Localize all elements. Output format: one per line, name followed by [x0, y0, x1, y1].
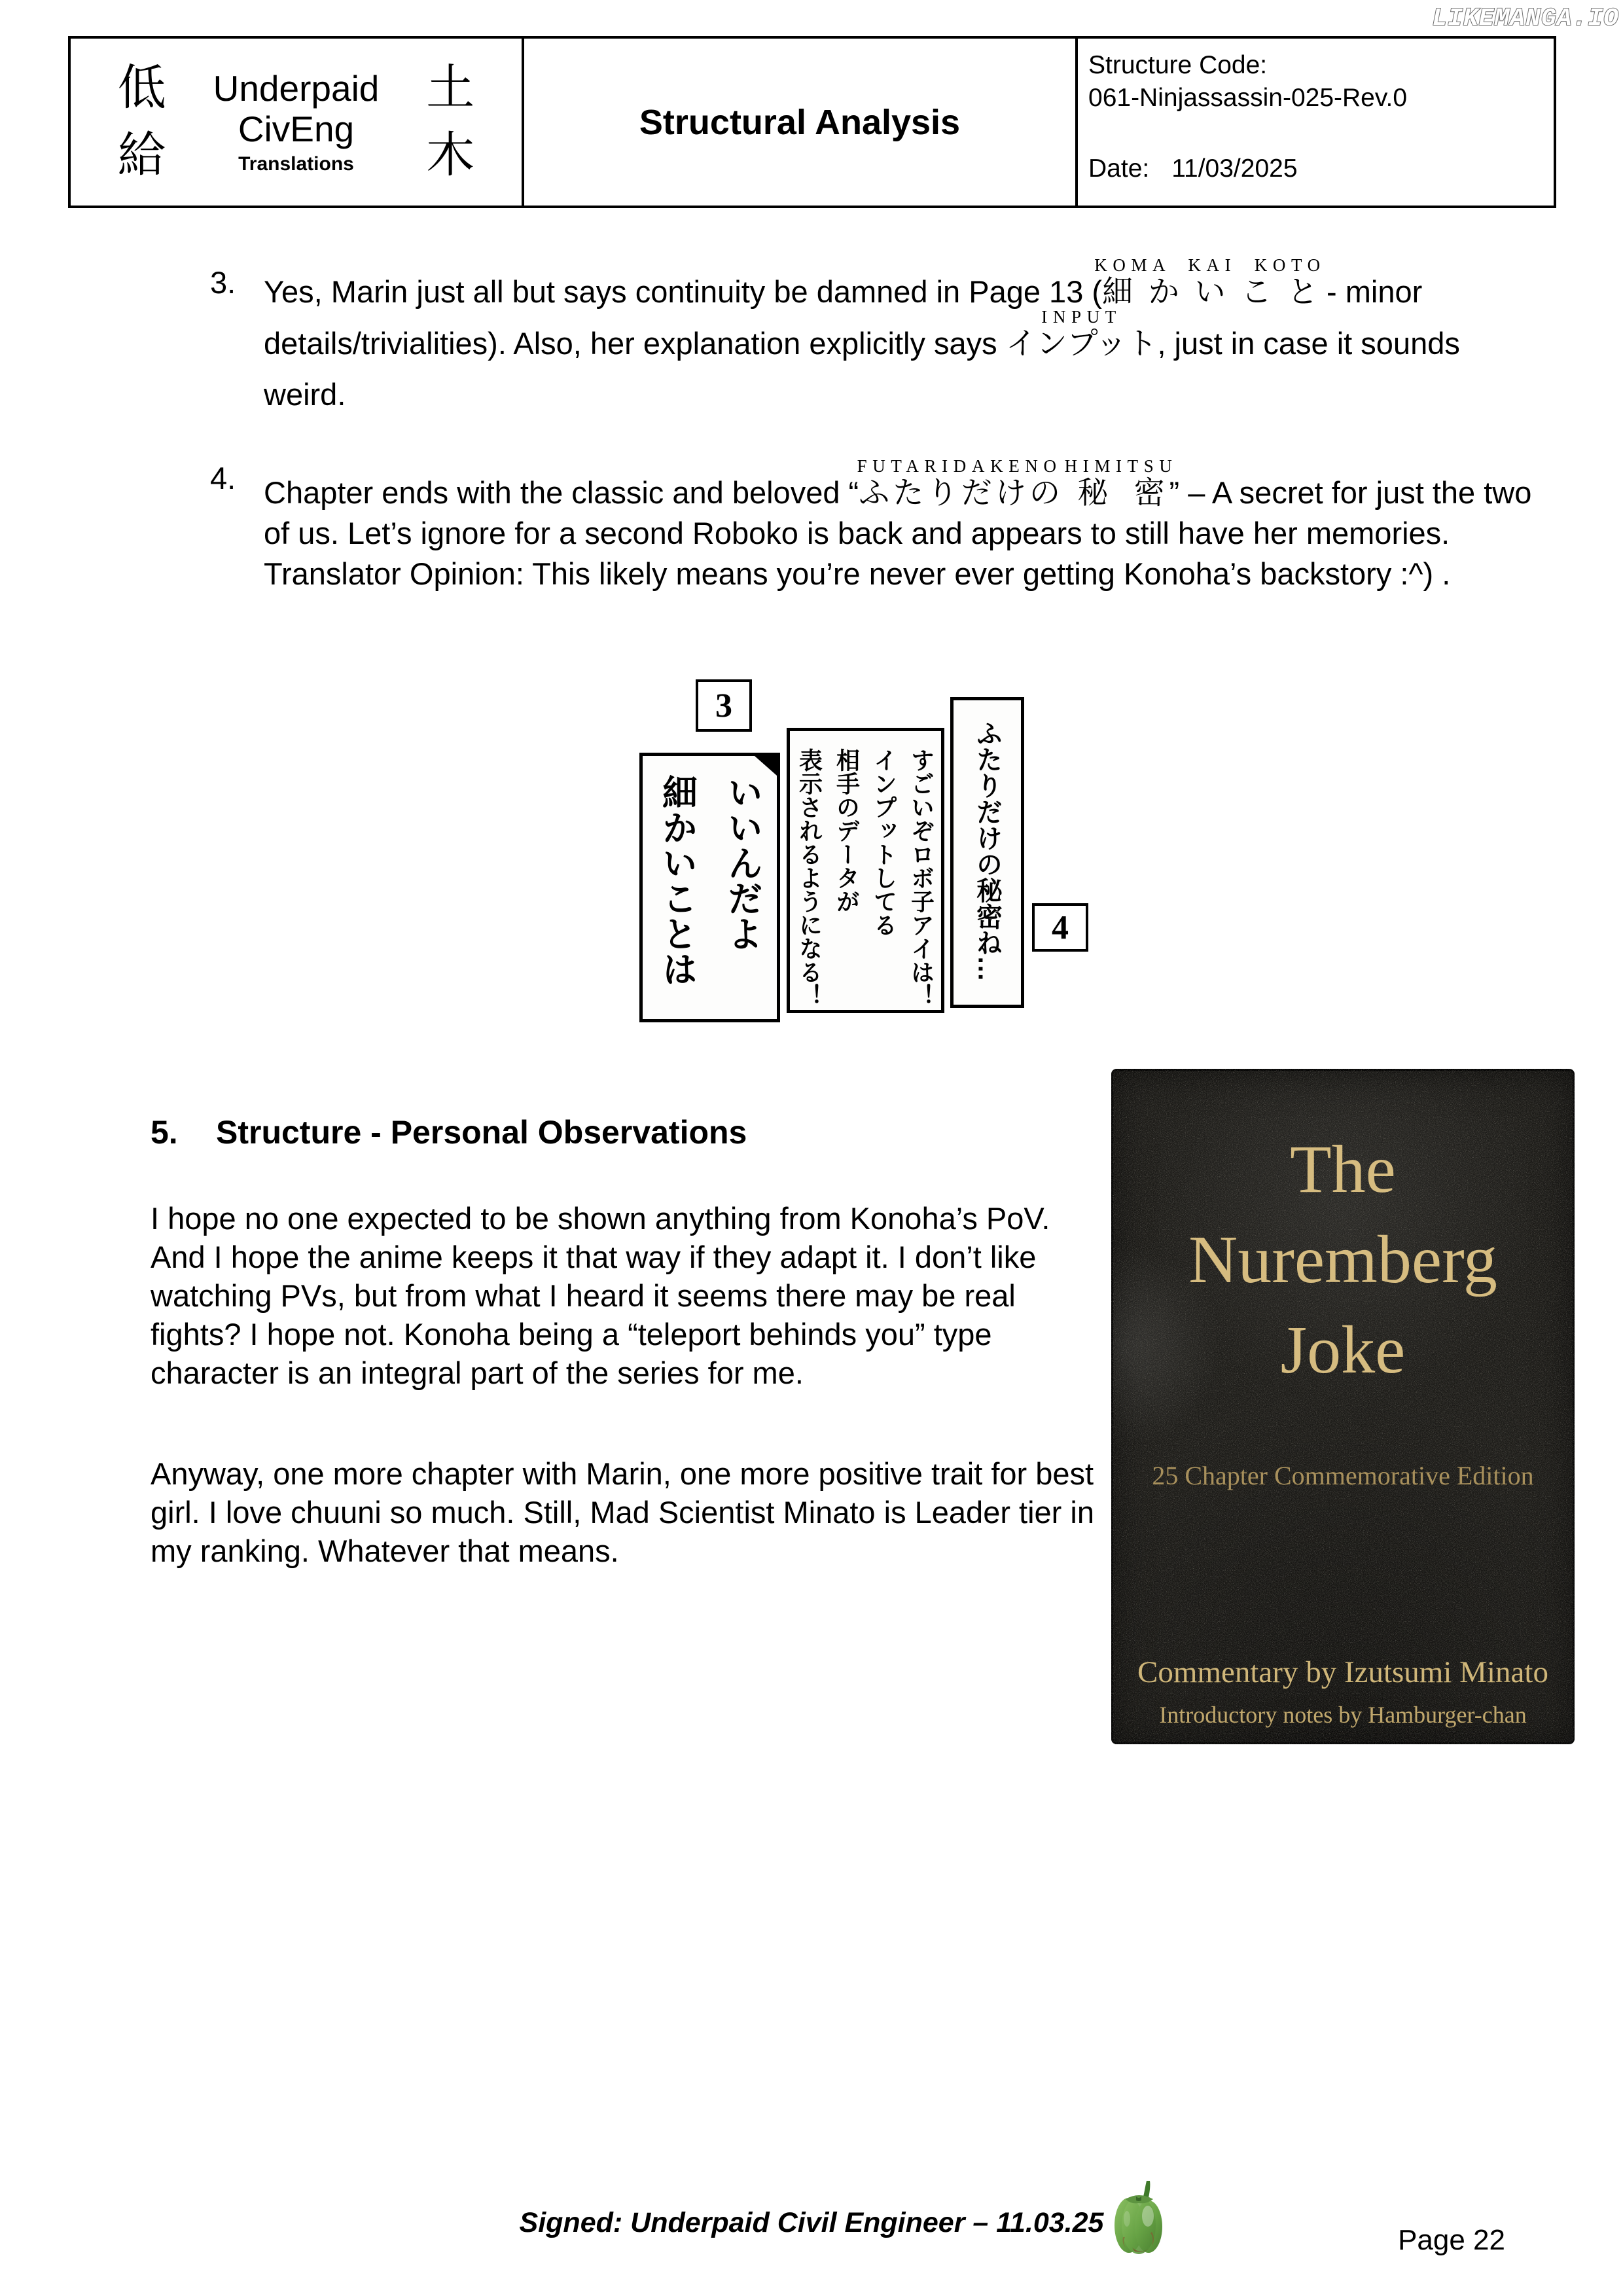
book-intro-notes-line: Introductory notes by Hamburger-chan: [1159, 1702, 1527, 1728]
section-5-heading: [151, 1113, 747, 1152]
panel3-column-1: ふたりだけの秘密ね…: [972, 720, 1002, 982]
manga-panel-2-text: [791, 731, 940, 1010]
title-block: [68, 36, 1556, 208]
kanji-boku: 木: [426, 128, 475, 183]
item4-ruby2: HIMITSU: [1064, 456, 1178, 476]
list-item-4-text: [264, 458, 1532, 594]
document-title-cell: [524, 39, 1078, 206]
figure-label-4: [1032, 903, 1088, 952]
item4-seg2: ” – A secret for just the two of us. Let’s ignore for a second Roboko is back and appears to still have her memories. Translator Opinion: This likely means you’re never ever getting Konoha’s backstory :^) .: [264, 475, 1532, 591]
logo-name-line2: CivEng: [238, 108, 355, 149]
list-item-3: [210, 257, 1512, 420]
logo-kanji-right: [426, 55, 474, 188]
manga-panel-3-text: [968, 700, 1007, 1005]
pepper-icon: [1113, 2179, 1165, 2257]
item3-jp1: 細かいこと: [1094, 274, 1326, 309]
japanese-ruby-input: [1005, 307, 1158, 361]
logo-cell: [71, 39, 524, 206]
date-label: Date:: [1088, 154, 1150, 183]
list-item-3-number: 3.: [210, 265, 236, 300]
observations-paragraph-1: I hope no one expected to be shown anything from Konoha’s PoV. And I hope the anime keeps it that way if they adapt it. I don’t like watching PVs, but from what I heard it seems there may be real fights? I hope not. Konoha being a “teleport behinds you” type character is an integral part of the series for me.: [151, 1201, 1050, 1390]
item3-seg2: - minor details/trivialities). Also, her explanation explicitly says: [264, 274, 1423, 361]
section-5-title: Structure - Personal Observations: [216, 1114, 747, 1151]
site-watermark: [1406, 0, 1622, 34]
japanese-ruby-himitsu: [1064, 456, 1178, 510]
structure-code-value: 061-Ninjassassin-025-Rev.0: [1088, 83, 1408, 112]
manga-panel-2: [787, 728, 944, 1013]
panel1-column-1: いいんだよ: [722, 774, 762, 951]
book-title-line1: The: [1290, 1132, 1396, 1207]
date-value: 11/03/2025: [1171, 154, 1298, 183]
document-info-cell: [1078, 39, 1554, 206]
panel-corner-mark: [755, 756, 777, 776]
manga-panel-3: [950, 697, 1024, 1008]
item4-seg1: Chapter ends with the classic and beloved “: [264, 475, 859, 510]
list-item-4-number: 4.: [210, 461, 236, 495]
item3-seg3: , just in case it sounds weird.: [264, 326, 1460, 412]
item3-seg1: Yes, Marin just all but says continuity be damned in Page 13 (: [264, 274, 1103, 309]
section-5-number: 5.: [151, 1114, 178, 1151]
item4-ruby1: FUTARIDAKENO: [857, 456, 1062, 476]
page-number: Page 22: [1398, 2224, 1505, 2256]
book-edition-line: 25 Chapter Commemorative Edition: [1152, 1461, 1534, 1490]
document-title: Structural Analysis: [639, 102, 961, 142]
manga-panel-1-text: [645, 756, 776, 1019]
date-row: [1088, 152, 1554, 185]
logo-name: [213, 69, 380, 175]
manga-panel-1: [639, 753, 780, 1022]
structure-code-label: Structure Code:: [1088, 51, 1268, 79]
japanese-ruby-komakaikoto: [1094, 255, 1326, 309]
observations-paragraph-2: Anyway, one more chapter with Marin, one more positive trait for best girl. I love chuuni so much. Still, Mad Scientist Minato is Leader tier in my ranking. Whatever that means.: [151, 1456, 1094, 1568]
figure-label-3: [696, 679, 752, 732]
panel2-column-4: 表示されるようになる！: [796, 748, 823, 1007]
item3-ruby2: INPUT: [1005, 307, 1158, 327]
signature-line: Signed: Underpaid Civil Engineer – 11.03.25: [519, 2207, 1104, 2238]
item3-ruby1: KOMA KAI KOTO: [1094, 255, 1326, 275]
kanji-do: 土: [426, 62, 475, 116]
kanji-kyuu: 給: [117, 128, 166, 183]
item3-jp2: インプット: [1005, 326, 1158, 361]
panel2-column-3: 相手のデータが: [833, 748, 861, 913]
book-cover: [1111, 1069, 1575, 1744]
list-item-4: [210, 458, 1532, 594]
book-title-line3: Joke: [1280, 1312, 1406, 1388]
list-item-3-text: [264, 257, 1512, 420]
logo-kanji-left: [118, 55, 166, 188]
logo-name-line3: Translations: [238, 153, 354, 175]
figure-label-4-number: 4: [1052, 908, 1069, 946]
panel2-column-1: すごいぞロボ子アイは！: [908, 748, 935, 1007]
book-commentary-line: Commentary by Izutsumi Minato: [1137, 1655, 1548, 1689]
item4-jp2: 秘密: [1064, 475, 1178, 510]
book-title-line2: Nuremberg: [1188, 1222, 1497, 1297]
item4-jp1: ふたりだけの: [857, 475, 1062, 510]
kanji-tei: 低: [117, 62, 166, 116]
figure-label-3-number: 3: [715, 687, 732, 725]
panel1-column-2: 細かいことは: [657, 774, 697, 986]
panel2-column-2: インプットしてる: [870, 748, 898, 937]
japanese-ruby-futaridakeno: [857, 456, 1062, 510]
watermark-text: LIKEMANGA.IO: [1432, 5, 1619, 33]
book-title: [1111, 1124, 1575, 1395]
logo-name-line1: Underpaid: [213, 68, 380, 109]
